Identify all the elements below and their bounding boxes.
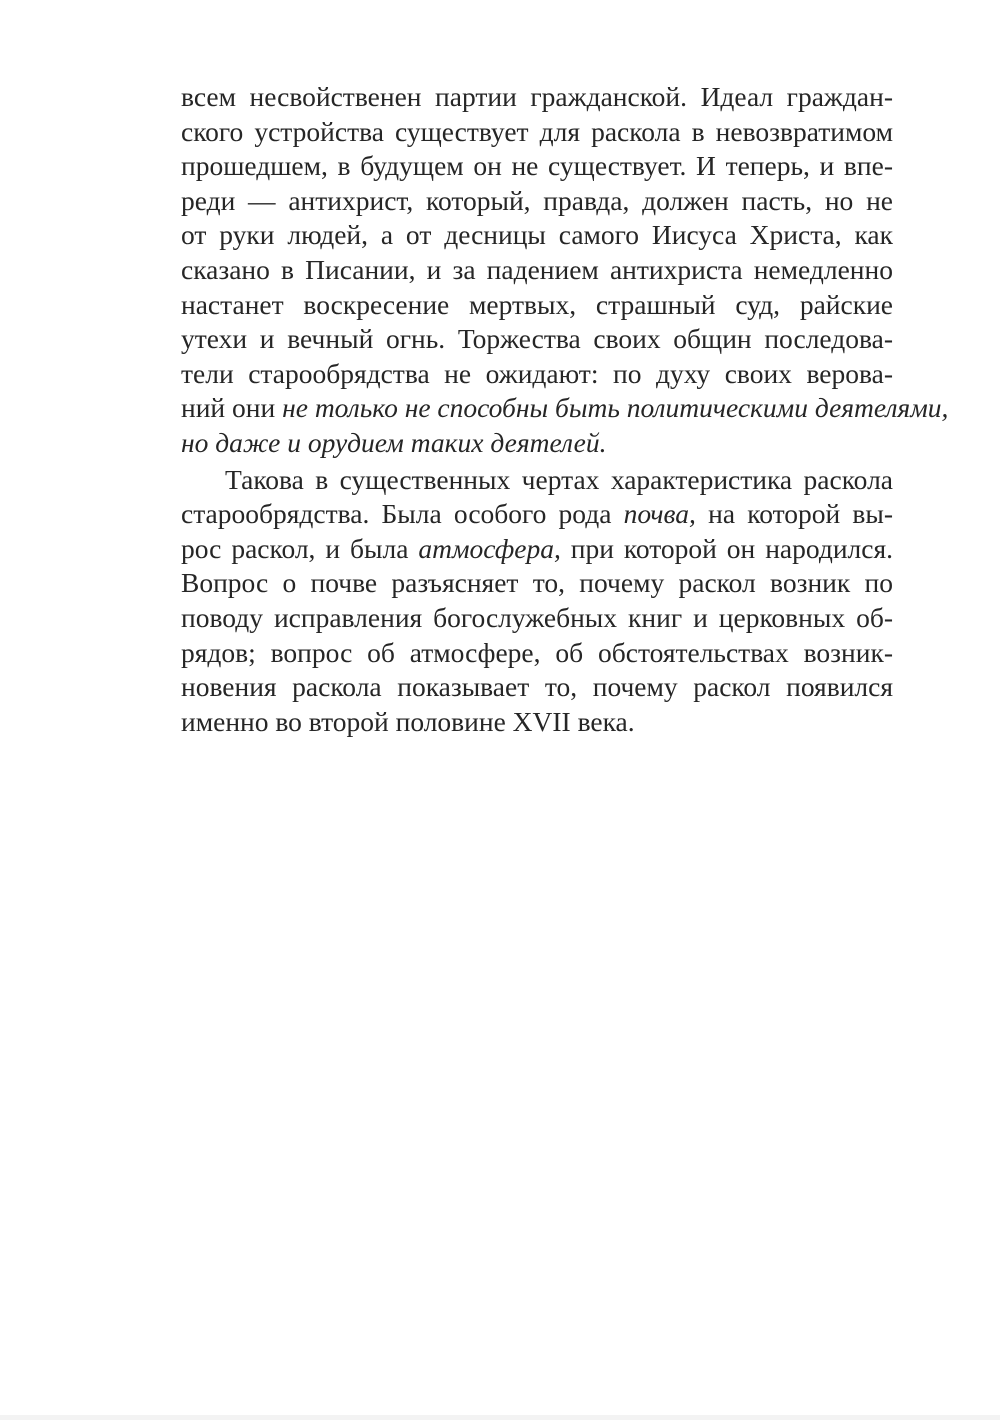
text-line: от руки людей, а от десницы самого Иисуса Христа, как [181, 219, 893, 251]
body-text [181, 80, 949, 739]
text-line: новения раскола показывает то, почему раскол появился [181, 671, 893, 703]
text-line: настанет воскресение мертвых, страшный суд, райские [181, 288, 893, 320]
text-line: прошедшем, в будущем он не существует. И теперь, и впе- [181, 150, 893, 182]
text-line: рядов; вопрос об атмосфере, об обстоятельствах возник- [181, 636, 893, 668]
text-run: рос раскол, и была [181, 532, 419, 564]
text-line: реди — антихрист, который, правда, должен пасть, но не [181, 184, 893, 216]
text-line: ского устройства существует для раскола в невозвратимом [181, 115, 893, 147]
text-line: Вопрос о почве разъясняет то, почему раскол возник по [181, 567, 893, 599]
text-run: на которой вы- [695, 498, 894, 530]
text-line: тели старообрядства не ожидают: по духу своих верова- [181, 357, 893, 389]
text-line [181, 391, 949, 426]
text-line: Такова в существенных чертах характеристика раскола [225, 463, 893, 495]
text-line: сказано в Писании, и за падением антихриста немедленно [181, 253, 893, 285]
text-line [181, 497, 893, 532]
text-run: ний они [181, 392, 283, 424]
italic-emphasis: не только не способны быть политическими деятелями, [282, 392, 949, 424]
text-line: поводу исправления богослужебных книг и церковных об- [181, 601, 893, 633]
text-line: утехи и вечный огнь. Торжества своих общин последова- [181, 323, 893, 355]
italic-emphasis: почва, [623, 498, 696, 530]
text-line: именно во второй половине XVII века. [181, 705, 635, 737]
text-line [181, 426, 893, 461]
paragraph-2 [181, 463, 893, 740]
text-line [181, 532, 893, 567]
italic-emphasis: но даже и орудием таких деятелей. [181, 426, 607, 458]
page-bottom-edge [0, 1415, 1000, 1420]
italic-emphasis: атмосфера, [418, 532, 561, 564]
text-run: старообрядства. Была особого рода [181, 498, 624, 530]
paragraph-1 [181, 80, 949, 461]
text-run: при которой он народился. [560, 532, 893, 564]
text-line: всем несвойственен партии гражданской. Идеал граждан- [181, 81, 893, 112]
